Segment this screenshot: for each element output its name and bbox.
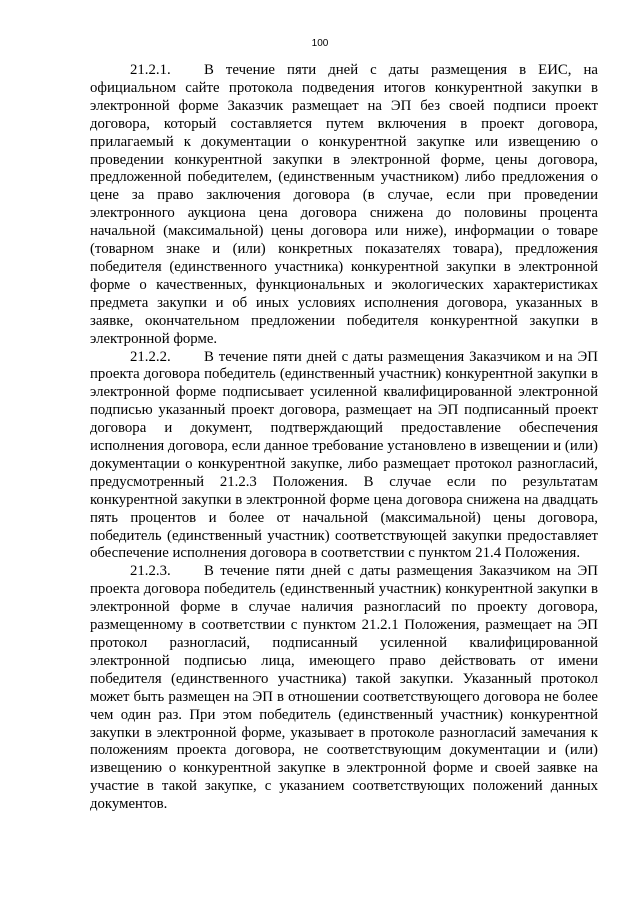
document-body	[90, 62, 598, 814]
clause-number: 21.2.2.	[130, 348, 171, 365]
clause-text: В течение пяти дней с даты размещения Заказчиком и на ЭП проекта договора победитель (единственный участник) конкурентной закупки в электронной форме подписывает усиленной квалифицированной электронной подписью указанный проект договора, размещает на ЭП подписанный проект договора и документ, подтверждающий предоставление обеспечения исполнения договора, если данное требование установлено в извещении и (или) документации о конкурентной закупке, либо размещает протокол разногласий, предусмотренный 21.2.3 Положения. В случае если по результатам конкурентной закупки в электронной форме цена договора снижена на двадцать пять процентов и более от начальной (максимальной) цены договора, победитель (единственный участник) соответствующей закупки предоставляет обеспечение исполнения договора в соответствии с пунктом 21.4 Положения.	[90, 348, 598, 562]
paragraph-21-2-1	[90, 62, 598, 349]
clause-number: 21.2.3.	[130, 563, 171, 580]
clause-text: В течение пяти дней с даты размещения в ЕИС, на официальном сайте протокола подведения итогов конкурентной закупки в электронной форме Заказчик размещает на ЭП без своей подписи проект договора, который составляется путем включения в проект договора, прилагаемый к документации о конкурентной закупке или извещению о проведении конкурентной закупки в электронной форме, цены договора, предложенной победителем, (единственным участником) либо предложения о цене за право заключения договора (в случае, если при проведении электронного аукциона цена договора снижена до половины процента начальной (максимальной) цены договора или ниже), информации о товаре (товарном знаке и (или) конкретных показателях товара), предложения победителя (единственного участника) конкурентной закупки в электронной форме о качественных, функциональных и экологических характеристиках предмета закупки и об иных условиях исполнения договора, указанных в заявке, окончательном предложении победителя конкурентной закупки в электронной форме.	[90, 62, 598, 347]
clause-number: 21.2.1.	[130, 62, 171, 78]
page-number: 100	[311, 38, 329, 49]
clause-text: В течение пяти дней с даты размещения Заказчиком на ЭП проекта договора победитель (единственный участник) конкурентной закупки в электронной форме в случае наличия разногласий по проекту договора, размещенному в соответствии с пунктом 21.2.1 Положения, размещает на ЭП протокол разногласий, подписанный усиленной квалифицированной электронной подписью лица, имеющего право действовать от имени победителя (единственного участника) такой закупки. Указанный протокол может быть размещен на ЭП в отношении соответствующего договора не более чем один раз. При этом победитель (единственный участник) конкурентной закупки в электронной форме, указывает в протоколе разногласий замечания к положениям проекта договора, не соответствующим документации и (или) извещению о конкурентной закупке в электронной форме и своей заявке на участие в такой закупке, с указанием соответствующих положений данных документов.	[90, 563, 598, 813]
paragraph-21-2-2	[90, 349, 598, 564]
paragraph-21-2-3	[90, 563, 598, 814]
